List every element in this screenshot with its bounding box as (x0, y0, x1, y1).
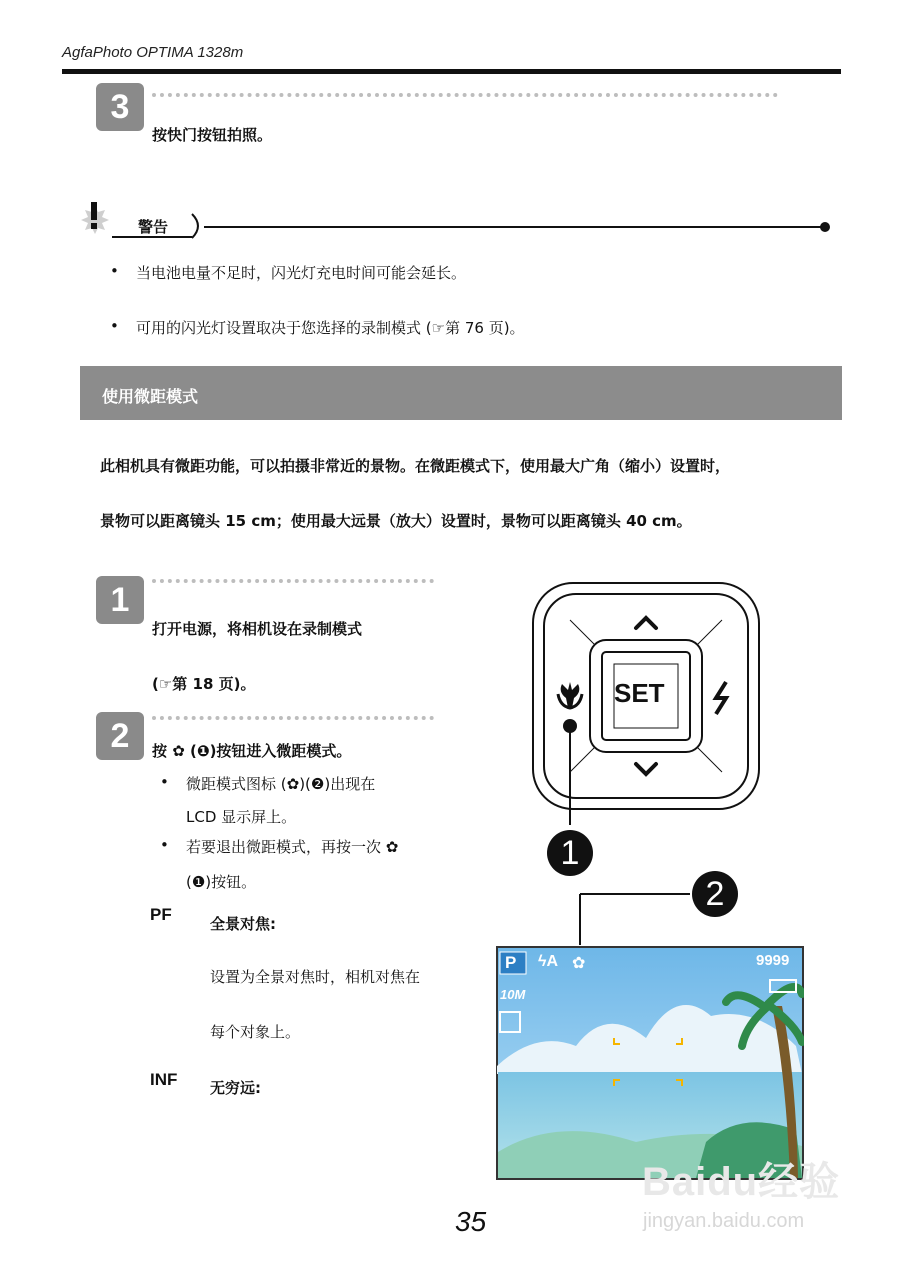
step-2-bullet-1: • (160, 773, 169, 791)
watermark-url: jingyan.baidu.com (643, 1210, 805, 1232)
step-2-bullet-2: • (160, 836, 169, 854)
mode-pf-desc-2: 每个对象上。 (210, 1023, 301, 1041)
section-title: 使用微距模式 (102, 387, 199, 406)
step-1-line-2: (☞第 18 页)。 (152, 675, 256, 693)
watermark-logo: Baidu经验 (642, 1160, 841, 1204)
step-2-bullet-2-line-1: 若要退出微距模式，再按一次 ✿ (186, 838, 399, 856)
warning-label: 警告 (138, 218, 169, 236)
warning-icon (78, 200, 112, 240)
intro-line-1: 此相机具有微距功能，可以拍摄非常近的景物。在微距模式下，使用最大广角（缩小）设置时， (100, 457, 731, 475)
document-header-title: AgfaPhoto OPTIMA 1328m (62, 44, 244, 61)
step-2-bullet-2-line-2: (❶)按钮。 (186, 873, 257, 891)
step-3-badge: 3 (96, 83, 144, 131)
lcd-screen (496, 946, 804, 1180)
mode-pf-tag: PF (150, 905, 172, 924)
lcd-mode-indicator: P (505, 953, 517, 972)
lcd-flash-indicator: ϟA (538, 953, 559, 970)
warning-item-2: 可用的闪光灯设置取决于您选择的录制模式 (☞第 76 页)。 (136, 319, 525, 337)
warning-bullet-2: • (110, 317, 119, 335)
step-1-line-1: 打开电源，将相机设在录制模式 (152, 620, 363, 638)
page-number: 35 (455, 1206, 487, 1237)
step-3-text: 按快门按钮拍照。 (152, 126, 273, 144)
callout-2-badge: 2 (692, 871, 738, 917)
step-2-dotted-rule (152, 716, 434, 720)
mode-inf-tag: INF (150, 1070, 178, 1089)
lcd-image-size: 10M (500, 987, 526, 1002)
callout-1-badge: 1 (547, 830, 593, 876)
set-button-label: SET (614, 678, 665, 708)
warning-rule-end-dot (820, 222, 830, 232)
mode-pf-title: 全景对焦: (210, 915, 276, 933)
warning-underline (112, 236, 192, 238)
warning-item-1: 当电池电量不足时，闪光灯充电时间可能会延长。 (136, 264, 467, 282)
step-2-bullet-1-line-1: 微距模式图标 (✿)(❷)出现在 (186, 775, 376, 793)
step-3-dotted-rule (152, 93, 778, 97)
mode-inf-title: 无穷远: (210, 1079, 261, 1097)
mode-pf-desc-1: 设置为全景对焦时，相机对焦在 (210, 968, 421, 986)
step-2-text: 按 ✿ (❶)按钮进入微距模式。 (152, 742, 352, 760)
step-2-bullet-1-line-2: LCD 显示屏上。 (186, 808, 297, 826)
step-2-badge: 2 (96, 712, 144, 760)
step-1-badge: 1 (96, 576, 144, 624)
step-1-dotted-rule (152, 579, 434, 583)
warning-bullet-1: • (110, 262, 119, 280)
lcd-shot-count: 9999 (756, 952, 790, 969)
intro-line-2: 景物可以距离镜头 15 cm；使用最大远景（放大）设置时，景物可以距离镜头 40 cm。 (100, 512, 692, 530)
lcd-macro-icon: ✿ (572, 953, 586, 972)
warning-rule (204, 226, 824, 228)
header-rule (62, 69, 841, 74)
